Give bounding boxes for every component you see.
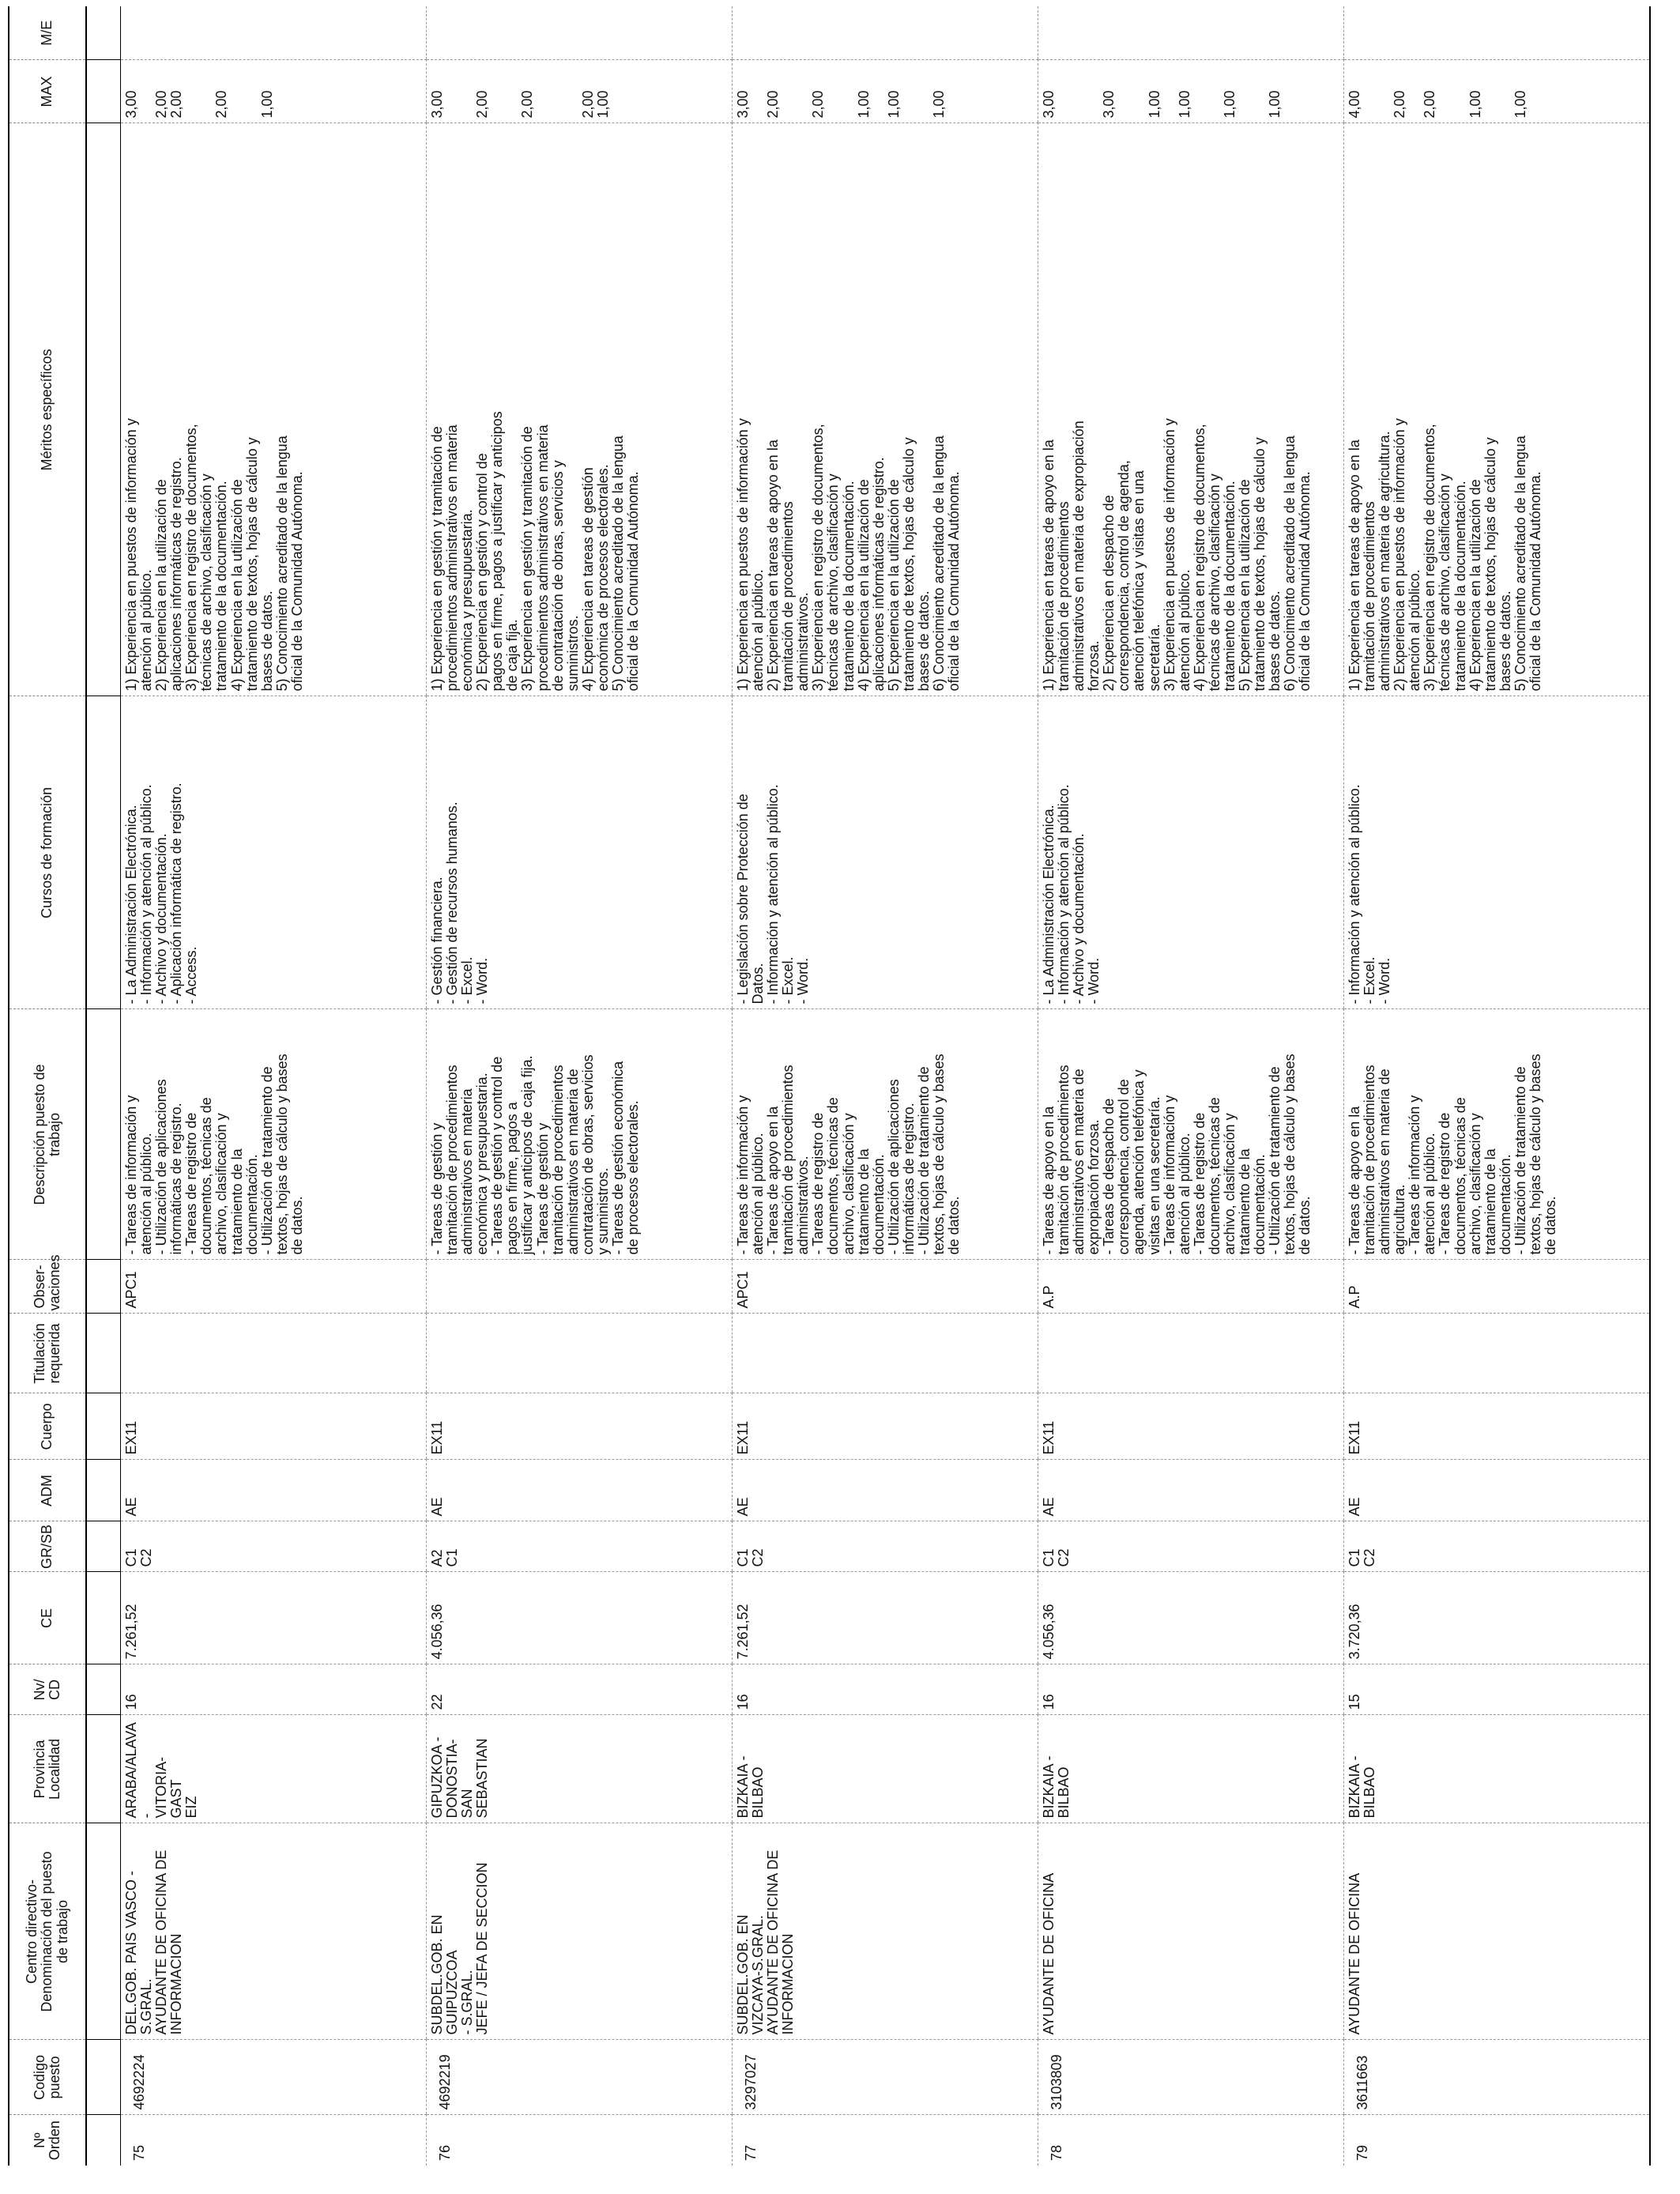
header-row [9, 6, 86, 2166]
centro-directivo: DEL.GOB. PAIS VASCO - S.GRAL. [123, 1871, 155, 2035]
denominacion: AYUDANTE DE OFICINA [1041, 1872, 1057, 2035]
col-codigo-header: Codigo puesto [9, 2040, 86, 2115]
observaciones-cell: A.P [1344, 1260, 1651, 1314]
provincia-cell: BIZKAIA - BILBAO [1344, 1715, 1651, 1823]
grupo-cell: C1 C2 [733, 1521, 1038, 1572]
col-cursos-header: Cursos de formación [9, 696, 86, 1009]
table-body [86, 6, 1650, 2166]
ce-cell: 4.056,36 [427, 1572, 733, 1664]
ce-cell: 4.056,36 [1038, 1572, 1344, 1664]
col-meritos-header: Méritos específicos [9, 123, 86, 696]
centro-cell [1038, 1823, 1344, 2040]
nivel-cell: 16 [1038, 1664, 1344, 1715]
meritos-cell: 1) Experiencia en puestos de información y atención al público. 2) Experiencia en la utilización de aplicaciones informáticas de registro. 3) Experiencia en registro de documentos, técnicas de archivo, clasificación y tratamiento de la documentación. 4) Experiencia en la utilización de tratamiento de textos, hojas de cálculo y bases de datos. 5) Conocimiento acreditado de la lengua oficial de la Comunidad Autónoma. [121, 123, 427, 696]
grupo-cell: C1 C2 [121, 1521, 427, 1572]
centro-cell [1344, 1823, 1651, 2040]
codigo-cell: 3611663 [1344, 2040, 1651, 2115]
descripcion-cell: - Tareas de apoyo en la tramitación de procedimientos administrativos en materia de expropiación forzosa. - Tareas de despacho de correspondencia, control de agenda, atención telefónica y visitas en una secretaría. - Tareas de información y atención al público. - Tareas de registro de documentos, técnicas de archivo, clasificación y tratamiento de la documentación. - Utilización de tratamiento de textos, hojas de cálculo y bases de datos. [1038, 1009, 1344, 1260]
table-row [427, 6, 733, 2166]
adm-cell: AE [121, 1460, 427, 1521]
cuerpo-cell: EX11 [427, 1393, 733, 1460]
me-cell [1038, 6, 1344, 60]
table-row [1344, 6, 1651, 2166]
cursos-cell: - Información y atención al público. - Excel. - Word. [1344, 696, 1651, 1009]
orden-cell: 78 [1038, 2115, 1344, 2166]
centro-directivo: SUBDEL.GOB. EN VIZCAYA-S.GRAL. [735, 1914, 767, 2035]
cuerpo-cell: EX11 [733, 1393, 1038, 1460]
col-ce-header: CE [9, 1572, 86, 1664]
me-cell [733, 6, 1038, 60]
provincia-cell: ARABA/ALAVA - VITORIA-GAST EIZ [121, 1715, 427, 1823]
col-titulacion-header: Titulación requerida [9, 1314, 86, 1393]
centro-cell [121, 1823, 427, 2040]
titulacion-cell [733, 1314, 1038, 1393]
cursos-cell: - Legislación sobre Protección de Datos. - Información y atención al público. - Excel. - Word. [733, 696, 1038, 1009]
observaciones-cell [427, 1260, 733, 1314]
nivel-cell: 16 [121, 1664, 427, 1715]
codigo-cell: 4692224 [121, 2040, 427, 2115]
max-cell: 3,00 2,00 2,00 2,00 1,00 [427, 60, 733, 123]
cursos-cell: - La Administración Electrónica. - Información y atención al público. - Archivo y documentación. - Word. [1038, 696, 1344, 1009]
provincia-cell: BIZKAIA - BILBAO [1038, 1715, 1344, 1823]
adm-cell: AE [427, 1460, 733, 1521]
col-centro-header: Centro directivo- Denominación del puesto de trabajo [9, 1823, 86, 2040]
col-adm-header: ADM [9, 1460, 86, 1521]
cuerpo-cell: EX11 [121, 1393, 427, 1460]
nivel-cell: 16 [733, 1664, 1038, 1715]
cuerpo-cell: EX11 [1344, 1393, 1651, 1460]
grupo-cell: C1 C2 [1038, 1521, 1344, 1572]
max-cell: 3,00 3,00 1,00 1,00 1,00 1,00 [1038, 60, 1344, 123]
denominacion: AYUDANTE DE OFICINA DE INFORMACION [153, 1849, 185, 2035]
cuerpo-cell: EX11 [1038, 1393, 1344, 1460]
col-orden-header: Nº Orden [9, 2115, 86, 2166]
centro-cell [427, 1823, 733, 2040]
centro-cell [733, 1823, 1038, 2040]
descripcion-cell: - Tareas de información y atención al público. - Tareas de apoyo en la tramitación de procedimientos administrativos. - Tareas de registro de documentos, técnicas de archivo, clasificación y tratamiento de la documentación. - Utilización de aplicaciones informáticas de registro. - Utilización de tratamiento de textos, hojas de cálculo y bases de datos. [733, 1009, 1038, 1260]
max-cell: 3,00 2,00 2,00 1,00 1,00 1,00 [733, 60, 1038, 123]
col-max-header: MAX [9, 60, 86, 123]
me-cell [427, 6, 733, 60]
col-descripcion-header: Descripción puesto de trabajo [9, 1009, 86, 1260]
orden-cell: 79 [1344, 2115, 1651, 2166]
meritos-cell: 1) Experiencia en tareas de apoyo en la tramitación de procedimientos administrativos en materia de expropiación forzosa. 2) Experiencia en despacho de correspondencia, control de agenda, atención telefónica y visitas en una secretaría. 3) Experiencia en puestos de información y atención al público. 4) Experiencia en registro de documentos, técnicas de archivo, clasificación y tratamiento de la documentación. 5) Experiencia en la utilización de tratamiento de textos, hojas de cálculo y bases de datos. 6) Conocimiento acreditado de la lengua oficial de la Comunidad Autónoma. [1038, 123, 1344, 696]
provincia-cell: GIPUZKOA - DONOSTIA-SAN SEBASTIAN [427, 1715, 733, 1823]
table-row [121, 6, 427, 2166]
denominacion: JEFE / JEFA DE SECCION [474, 1862, 491, 2035]
me-cell [1344, 6, 1651, 60]
adm-cell: AE [1344, 1460, 1651, 1521]
nivel-cell: 15 [1344, 1664, 1651, 1715]
ce-cell: 7.261,52 [121, 1572, 427, 1664]
titulacion-cell [427, 1314, 733, 1393]
grupo-cell: C1 C2 [1344, 1521, 1651, 1572]
adm-cell: AE [1038, 1460, 1344, 1521]
titulacion-cell [1038, 1314, 1344, 1393]
cursos-cell: - Gestión financiera. - Gestión de recursos humanos. - Excel. - Word. [427, 696, 733, 1009]
orden-cell: 76 [427, 2115, 733, 2166]
me-cell [121, 6, 427, 60]
orden-cell: 75 [121, 2115, 427, 2166]
meritos-cell: 1) Experiencia en puestos de información y atención al público. 2) Experiencia en tareas de apoyo en la tramitación de procedimientos administrativos. 3) Experiencia en registro de documentos, técnicas de archivo, clasificación y tratamiento de la documentación. 4) Experiencia en la utilización de aplicaciones informáticas de registro. 5) Experiencia en la utilización de tratamiento de textos, hojas de cálculo y bases de datos. 6) Conocimiento acreditado de la lengua oficial de la Comunidad Autónoma. [733, 123, 1038, 696]
observaciones-cell: A.P [1038, 1260, 1344, 1314]
max-cell: 4,00 2,00 2,00 1,00 1,00 [1344, 60, 1651, 123]
adm-cell: AE [733, 1460, 1038, 1521]
spacer-row [86, 6, 121, 2166]
descripcion-cell: - Tareas de información y atención al público. - Utilización de aplicaciones informáticas de registro. - Tareas de registro de documentos, técnicas de archivo, clasificación y tratamiento de la documentación. - Utilización de tratamiento de textos, hojas de cálculo y bases de datos. [121, 1009, 427, 1260]
titulacion-cell [1344, 1314, 1651, 1393]
max-cell: 3,00 2,00 2,00 2,00 1,00 [121, 60, 427, 123]
col-me-header: M/E [9, 6, 86, 60]
codigo-cell: 4692219 [427, 2040, 733, 2115]
table-row [1038, 6, 1344, 2166]
col-nivel-header: Nv/ CD [9, 1664, 86, 1715]
nivel-cell: 22 [427, 1664, 733, 1715]
positions-table [8, 6, 1651, 2166]
col-provincia-header: Provincia Localidad [9, 1715, 86, 1823]
denominacion: AYUDANTE DE OFICINA [1347, 1872, 1362, 2035]
meritos-cell: 1) Experiencia en gestión y tramitación de procedimientos administrativos en materia económica y presupuestaria. 2) Experiencia en gestión y control de pagos en firme, pagos a justificar y anticipos de caja fija. 3) Experiencia en gestión y tramitación de procedimientos administrativos en materia de contratación de obras, servicios y suministros. 4) Experiencia en tareas de gestión económica de procesos electorales. 5) Conocimiento acreditado de la lengua oficial de la Comunidad Autónoma. [427, 123, 733, 696]
orden-cell: 77 [733, 2115, 1038, 2166]
observaciones-cell: APC1 [733, 1260, 1038, 1314]
centro-directivo: SUBDEL.GOB. EN GUIPUZCOA - S.GRAL. [429, 1914, 476, 2035]
table-row [733, 6, 1038, 2166]
provincia-cell: BIZKAIA - BILBAO [733, 1715, 1038, 1823]
meritos-cell: 1) Experiencia en tareas de apoyo en la tramitación de procedimientos administrativos en materia de agricultura. 2) Experiencia en puestos de información y atención al público. 3) Experiencia en registro de documentos, técnicas de archivo, clasificación y tratamiento de la documentación. 4) Experiencia en la utilización de tratamiento de textos, hojas de cálculo y bases de datos. 5) Conocimiento acreditado de la lengua oficial de la Comunidad Autónoma. [1344, 123, 1651, 696]
descripcion-cell: - Tareas de apoyo en la tramitación de procedimientos administrativos en materia de agricultura. - Tareas de información y atención al público. - Tareas de registro de documentos, técnicas de archivo, clasificación y tratamiento de la documentación. - Utilización de tratamiento de textos, hojas de cálculo y bases de datos. [1344, 1009, 1651, 1260]
ce-cell: 3.720,36 [1344, 1572, 1651, 1664]
col-observaciones-header: Obser- vaciones [9, 1260, 86, 1314]
observaciones-cell: APC1 [121, 1260, 427, 1314]
col-grupo-header: GR/SB [9, 1521, 86, 1572]
titulacion-cell [121, 1314, 427, 1393]
ce-cell: 7.261,52 [733, 1572, 1038, 1664]
descripcion-cell: - Tareas de gestión y tramitación de procedimientos administrativos en materia económica y presupuestaria. - Tareas de gestión y control de pagos en firme, pagos a justificar y anticipos de caja fija. - Tareas de gestión y tramitación de procedimientos administrativos en materia de contratación de obras, servicios y suministros. - Tareas de gestión económica de procesos electorales. [427, 1009, 733, 1260]
grupo-cell: A2 C1 [427, 1521, 733, 1572]
col-cuerpo-header: Cuerpo [9, 1393, 86, 1460]
codigo-cell: 3297027 [733, 2040, 1038, 2115]
cursos-cell: - La Administración Electrónica. - Información y atención al público. - Archivo y documentación. - Aplicación informática de registro. - Access. [121, 696, 427, 1009]
denominacion: AYUDANTE DE OFICINA DE INFORMACION [765, 1849, 797, 2035]
codigo-cell: 3103809 [1038, 2040, 1344, 2115]
